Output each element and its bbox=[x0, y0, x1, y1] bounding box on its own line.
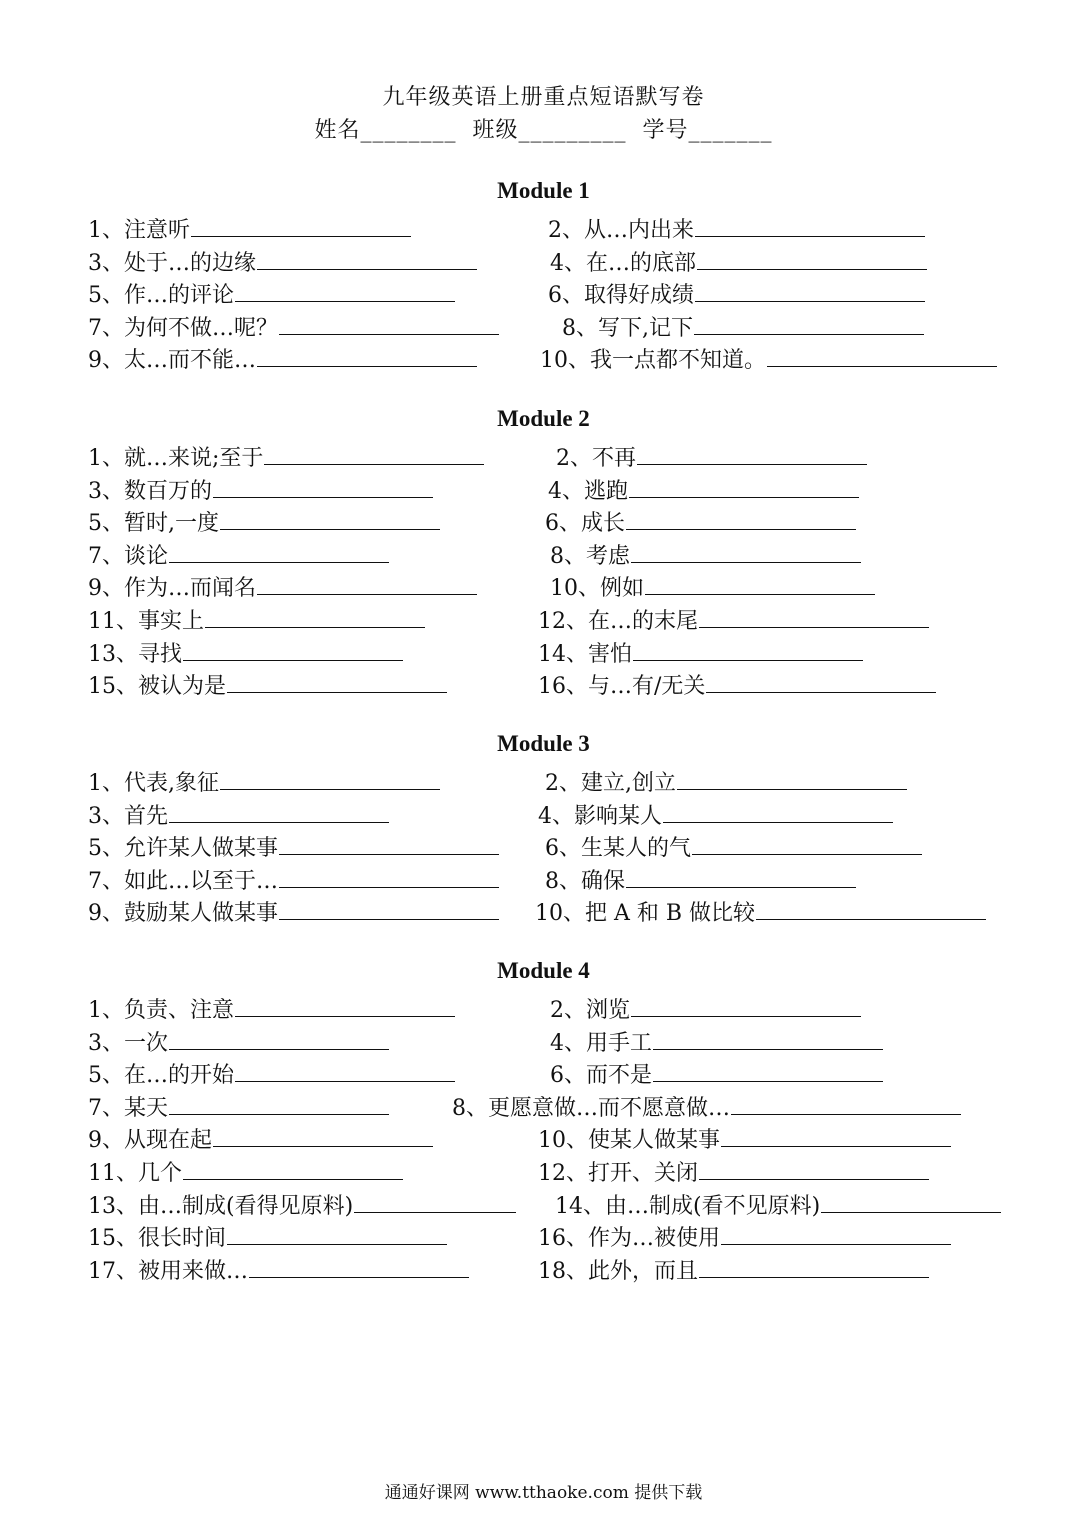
question-item bbox=[538, 669, 936, 700]
question-label: 3、首先 bbox=[88, 803, 168, 829]
question-label: 8、写下,记下 bbox=[562, 315, 693, 341]
question-item bbox=[562, 311, 924, 342]
answer-blank[interactable] bbox=[626, 865, 856, 888]
answer-blank[interactable] bbox=[663, 800, 893, 823]
answer-blank[interactable] bbox=[257, 572, 477, 595]
answer-blank[interactable] bbox=[169, 800, 389, 823]
question-label: 8、更愿意做…而不愿意做… bbox=[452, 1095, 730, 1121]
question-label: 7、某天 bbox=[88, 1095, 168, 1121]
answer-blank[interactable] bbox=[220, 507, 440, 530]
question-row bbox=[0, 1221, 1087, 1251]
question-item bbox=[538, 799, 893, 830]
answer-blank[interactable] bbox=[169, 1027, 389, 1050]
question-label: 11、几个 bbox=[88, 1161, 182, 1186]
answer-blank[interactable] bbox=[767, 344, 997, 367]
question-label: 1、负责、注意 bbox=[88, 998, 234, 1023]
question-item bbox=[88, 896, 499, 927]
question-item bbox=[88, 993, 455, 1024]
question-item bbox=[88, 637, 403, 668]
answer-blank[interactable] bbox=[692, 832, 922, 855]
question-row bbox=[0, 1189, 1087, 1219]
question-item bbox=[88, 441, 484, 472]
question-label: 10、我一点都不知道。 bbox=[540, 348, 766, 374]
question-label: 15、很长时间 bbox=[88, 1226, 226, 1252]
answer-blank[interactable] bbox=[279, 832, 499, 855]
answer-blank[interactable] bbox=[235, 279, 455, 302]
answer-blank[interactable] bbox=[699, 1255, 929, 1278]
question-row bbox=[0, 246, 1087, 276]
question-item bbox=[88, 766, 440, 797]
question-label: 9、从现在起 bbox=[88, 1128, 212, 1154]
question-row bbox=[0, 1026, 1087, 1056]
question-item bbox=[88, 604, 425, 635]
question-row bbox=[0, 799, 1087, 829]
question-item bbox=[88, 311, 499, 342]
question-label: 7、如此…以至于… bbox=[88, 868, 278, 894]
question-item bbox=[545, 506, 856, 537]
question-item bbox=[88, 474, 433, 505]
question-item bbox=[452, 1091, 961, 1122]
question-row bbox=[0, 571, 1087, 601]
answer-blank[interactable] bbox=[249, 1255, 469, 1278]
question-label: 15、被认为是 bbox=[88, 674, 226, 700]
answer-blank[interactable] bbox=[257, 247, 477, 270]
question-row bbox=[0, 896, 1087, 926]
question-item bbox=[538, 1254, 929, 1285]
answer-blank[interactable] bbox=[213, 1124, 433, 1147]
question-label: 9、太…而不能… bbox=[88, 348, 256, 374]
answer-blank[interactable] bbox=[227, 1222, 447, 1245]
question-label: 4、用手工 bbox=[550, 1030, 652, 1056]
question-item bbox=[538, 1123, 951, 1154]
answer-blank[interactable] bbox=[169, 540, 389, 563]
question-label: 6、成长 bbox=[545, 511, 625, 537]
question-item bbox=[538, 604, 929, 635]
question-label: 3、处于…的边缘 bbox=[88, 250, 256, 276]
class-field-label: 班级_________ bbox=[472, 118, 627, 143]
answer-blank[interactable] bbox=[183, 638, 403, 661]
question-item bbox=[88, 213, 411, 244]
question-label: 12、在…的末尾 bbox=[538, 609, 698, 634]
question-item bbox=[88, 669, 447, 700]
question-item bbox=[88, 1123, 433, 1154]
question-label: 6、取得好成绩 bbox=[548, 283, 694, 309]
question-label: 2、从…内出来 bbox=[548, 218, 694, 243]
question-label: 7、谈论 bbox=[88, 543, 168, 569]
name-field-label: 姓名________ bbox=[314, 118, 457, 143]
question-row bbox=[0, 213, 1087, 243]
question-label: 3、一次 bbox=[88, 1030, 168, 1056]
question-label: 14、由…制成(看不见原料) bbox=[555, 1193, 821, 1219]
answer-blank[interactable] bbox=[191, 214, 411, 237]
question-label: 10、例如 bbox=[550, 576, 644, 602]
question-label: 4、逃跑 bbox=[548, 478, 628, 504]
question-label: 17、被用来做… bbox=[88, 1258, 248, 1284]
question-label: 5、在…的开始 bbox=[88, 1063, 234, 1089]
question-item bbox=[535, 896, 986, 927]
answer-blank[interactable] bbox=[626, 507, 856, 530]
answer-blank[interactable] bbox=[695, 279, 925, 302]
question-item bbox=[88, 864, 499, 895]
question-label: 1、代表,象征 bbox=[88, 771, 219, 796]
answer-blank[interactable] bbox=[235, 994, 455, 1017]
answer-blank[interactable] bbox=[631, 540, 861, 563]
question-row bbox=[0, 1058, 1087, 1088]
answer-blank[interactable] bbox=[220, 767, 440, 790]
question-row bbox=[0, 864, 1087, 894]
question-row bbox=[0, 1156, 1087, 1186]
question-label: 11、事实上 bbox=[88, 609, 204, 634]
page-title: 九年级英语上册重点短语默写卷 bbox=[382, 85, 705, 110]
answer-blank[interactable] bbox=[169, 1092, 389, 1115]
question-item bbox=[538, 1221, 951, 1252]
question-item bbox=[88, 831, 499, 862]
question-label: 4、在…的底部 bbox=[550, 250, 696, 276]
answer-blank[interactable] bbox=[279, 897, 499, 920]
question-label: 7、为何不做…呢？ bbox=[88, 315, 278, 341]
question-label: 10、使某人做某事 bbox=[538, 1128, 720, 1154]
answer-blank[interactable] bbox=[721, 1124, 951, 1147]
question-item bbox=[550, 1058, 883, 1089]
question-label: 2、建立,创立 bbox=[545, 771, 676, 796]
question-label: 4、影响某人 bbox=[538, 803, 662, 829]
question-item bbox=[550, 539, 861, 570]
question-item bbox=[88, 1156, 403, 1187]
question-label: 13、由…制成(看得见原料) bbox=[88, 1193, 354, 1219]
question-label: 2、不再 bbox=[556, 446, 636, 471]
question-item bbox=[88, 1254, 469, 1285]
question-label: 9、鼓励某人做某事 bbox=[88, 901, 278, 927]
answer-blank[interactable] bbox=[697, 247, 927, 270]
answer-blank[interactable] bbox=[637, 442, 867, 465]
answer-blank[interactable] bbox=[694, 312, 924, 335]
question-label: 5、暂时,一度 bbox=[88, 511, 219, 537]
question-item bbox=[550, 993, 861, 1024]
question-label: 16、与…有/无关 bbox=[538, 674, 706, 700]
question-row bbox=[0, 441, 1087, 471]
question-item bbox=[550, 571, 875, 602]
question-item bbox=[545, 766, 907, 797]
question-item bbox=[88, 799, 389, 830]
question-label: 1、注意听 bbox=[88, 218, 190, 243]
question-label: 1、就…来说;至于 bbox=[88, 446, 264, 471]
question-item bbox=[88, 539, 389, 570]
answer-blank[interactable] bbox=[213, 475, 433, 498]
question-item bbox=[88, 1058, 455, 1089]
question-item bbox=[538, 1156, 929, 1187]
module-heading: Module 4 bbox=[497, 958, 590, 983]
question-label: 9、作为…而闻名 bbox=[88, 576, 256, 602]
module-heading: Module 2 bbox=[497, 406, 590, 431]
question-row bbox=[0, 278, 1087, 308]
answer-blank[interactable] bbox=[354, 1190, 516, 1213]
question-item bbox=[548, 213, 925, 244]
answer-blank[interactable] bbox=[695, 214, 925, 237]
question-item bbox=[88, 246, 477, 277]
question-item bbox=[548, 474, 859, 505]
question-label: 16、作为…被使用 bbox=[538, 1226, 720, 1252]
question-row bbox=[0, 993, 1087, 1023]
question-label: 6、生某人的气 bbox=[545, 836, 691, 862]
question-row bbox=[0, 604, 1087, 634]
answer-blank[interactable] bbox=[699, 605, 929, 628]
answer-blank[interactable] bbox=[227, 670, 447, 693]
question-label: 14、害怕 bbox=[538, 641, 632, 667]
question-row bbox=[0, 1123, 1087, 1153]
footer-credit: 通通好课网 www.tthaoke.com 提供下载 bbox=[384, 1483, 703, 1503]
question-row bbox=[0, 474, 1087, 504]
answer-blank[interactable] bbox=[721, 1222, 951, 1245]
question-label: 10、把 A 和 B 做比较 bbox=[535, 901, 756, 927]
question-label: 18、此外，而且 bbox=[538, 1258, 698, 1284]
answer-blank[interactable] bbox=[279, 865, 499, 888]
question-item bbox=[88, 1189, 516, 1220]
module-heading: Module 3 bbox=[497, 731, 590, 756]
question-label: 13、寻找 bbox=[88, 641, 182, 667]
answer-blank[interactable] bbox=[645, 572, 875, 595]
answer-blank[interactable] bbox=[205, 605, 425, 628]
question-item bbox=[88, 1026, 389, 1057]
question-label: 3、数百万的 bbox=[88, 478, 212, 504]
question-item bbox=[556, 441, 867, 472]
question-label: 2、浏览 bbox=[550, 998, 630, 1023]
question-item bbox=[555, 1189, 1001, 1220]
question-item bbox=[88, 571, 477, 602]
question-item bbox=[88, 506, 440, 537]
question-item bbox=[540, 343, 997, 374]
answer-blank[interactable] bbox=[631, 994, 861, 1017]
answer-blank[interactable] bbox=[235, 1059, 455, 1082]
question-item bbox=[88, 1091, 389, 1122]
question-row bbox=[0, 343, 1087, 373]
question-row bbox=[0, 506, 1087, 536]
answer-blank[interactable] bbox=[653, 1027, 883, 1050]
question-label: 6、而不是 bbox=[550, 1063, 652, 1089]
answer-blank[interactable] bbox=[699, 1157, 929, 1180]
question-item bbox=[545, 831, 922, 862]
student-id-field-label: 学号_______ bbox=[642, 118, 773, 143]
answer-blank[interactable] bbox=[264, 442, 484, 465]
question-item bbox=[538, 637, 863, 668]
answer-blank[interactable] bbox=[279, 312, 499, 335]
question-row bbox=[0, 539, 1087, 569]
question-item bbox=[550, 246, 927, 277]
question-label: 5、允许某人做某事 bbox=[88, 836, 278, 862]
question-row bbox=[0, 637, 1087, 667]
answer-blank[interactable] bbox=[629, 475, 859, 498]
answer-blank[interactable] bbox=[756, 897, 986, 920]
question-row bbox=[0, 1091, 1087, 1121]
question-item bbox=[88, 1221, 447, 1252]
answer-blank[interactable] bbox=[257, 344, 477, 367]
question-label: 12、打开、关闭 bbox=[538, 1161, 698, 1186]
question-row bbox=[0, 831, 1087, 861]
question-item bbox=[548, 278, 925, 309]
question-label: 8、考虑 bbox=[550, 543, 630, 569]
answer-blank[interactable] bbox=[183, 1157, 403, 1180]
answer-blank[interactable] bbox=[706, 670, 936, 693]
question-item bbox=[545, 864, 856, 895]
answer-blank[interactable] bbox=[731, 1092, 961, 1115]
answer-blank[interactable] bbox=[653, 1059, 883, 1082]
question-label: 5、作…的评论 bbox=[88, 283, 234, 309]
answer-blank[interactable] bbox=[633, 638, 863, 661]
answer-blank[interactable] bbox=[677, 767, 907, 790]
question-item bbox=[88, 343, 477, 374]
question-row bbox=[0, 669, 1087, 699]
question-row bbox=[0, 311, 1087, 341]
answer-blank[interactable] bbox=[821, 1190, 1001, 1213]
student-info-line bbox=[0, 113, 1087, 144]
question-row bbox=[0, 1254, 1087, 1284]
question-label: 8、确保 bbox=[545, 868, 625, 894]
question-item bbox=[88, 278, 455, 309]
question-item bbox=[550, 1026, 883, 1057]
question-row bbox=[0, 766, 1087, 796]
module-heading: Module 1 bbox=[497, 178, 590, 203]
